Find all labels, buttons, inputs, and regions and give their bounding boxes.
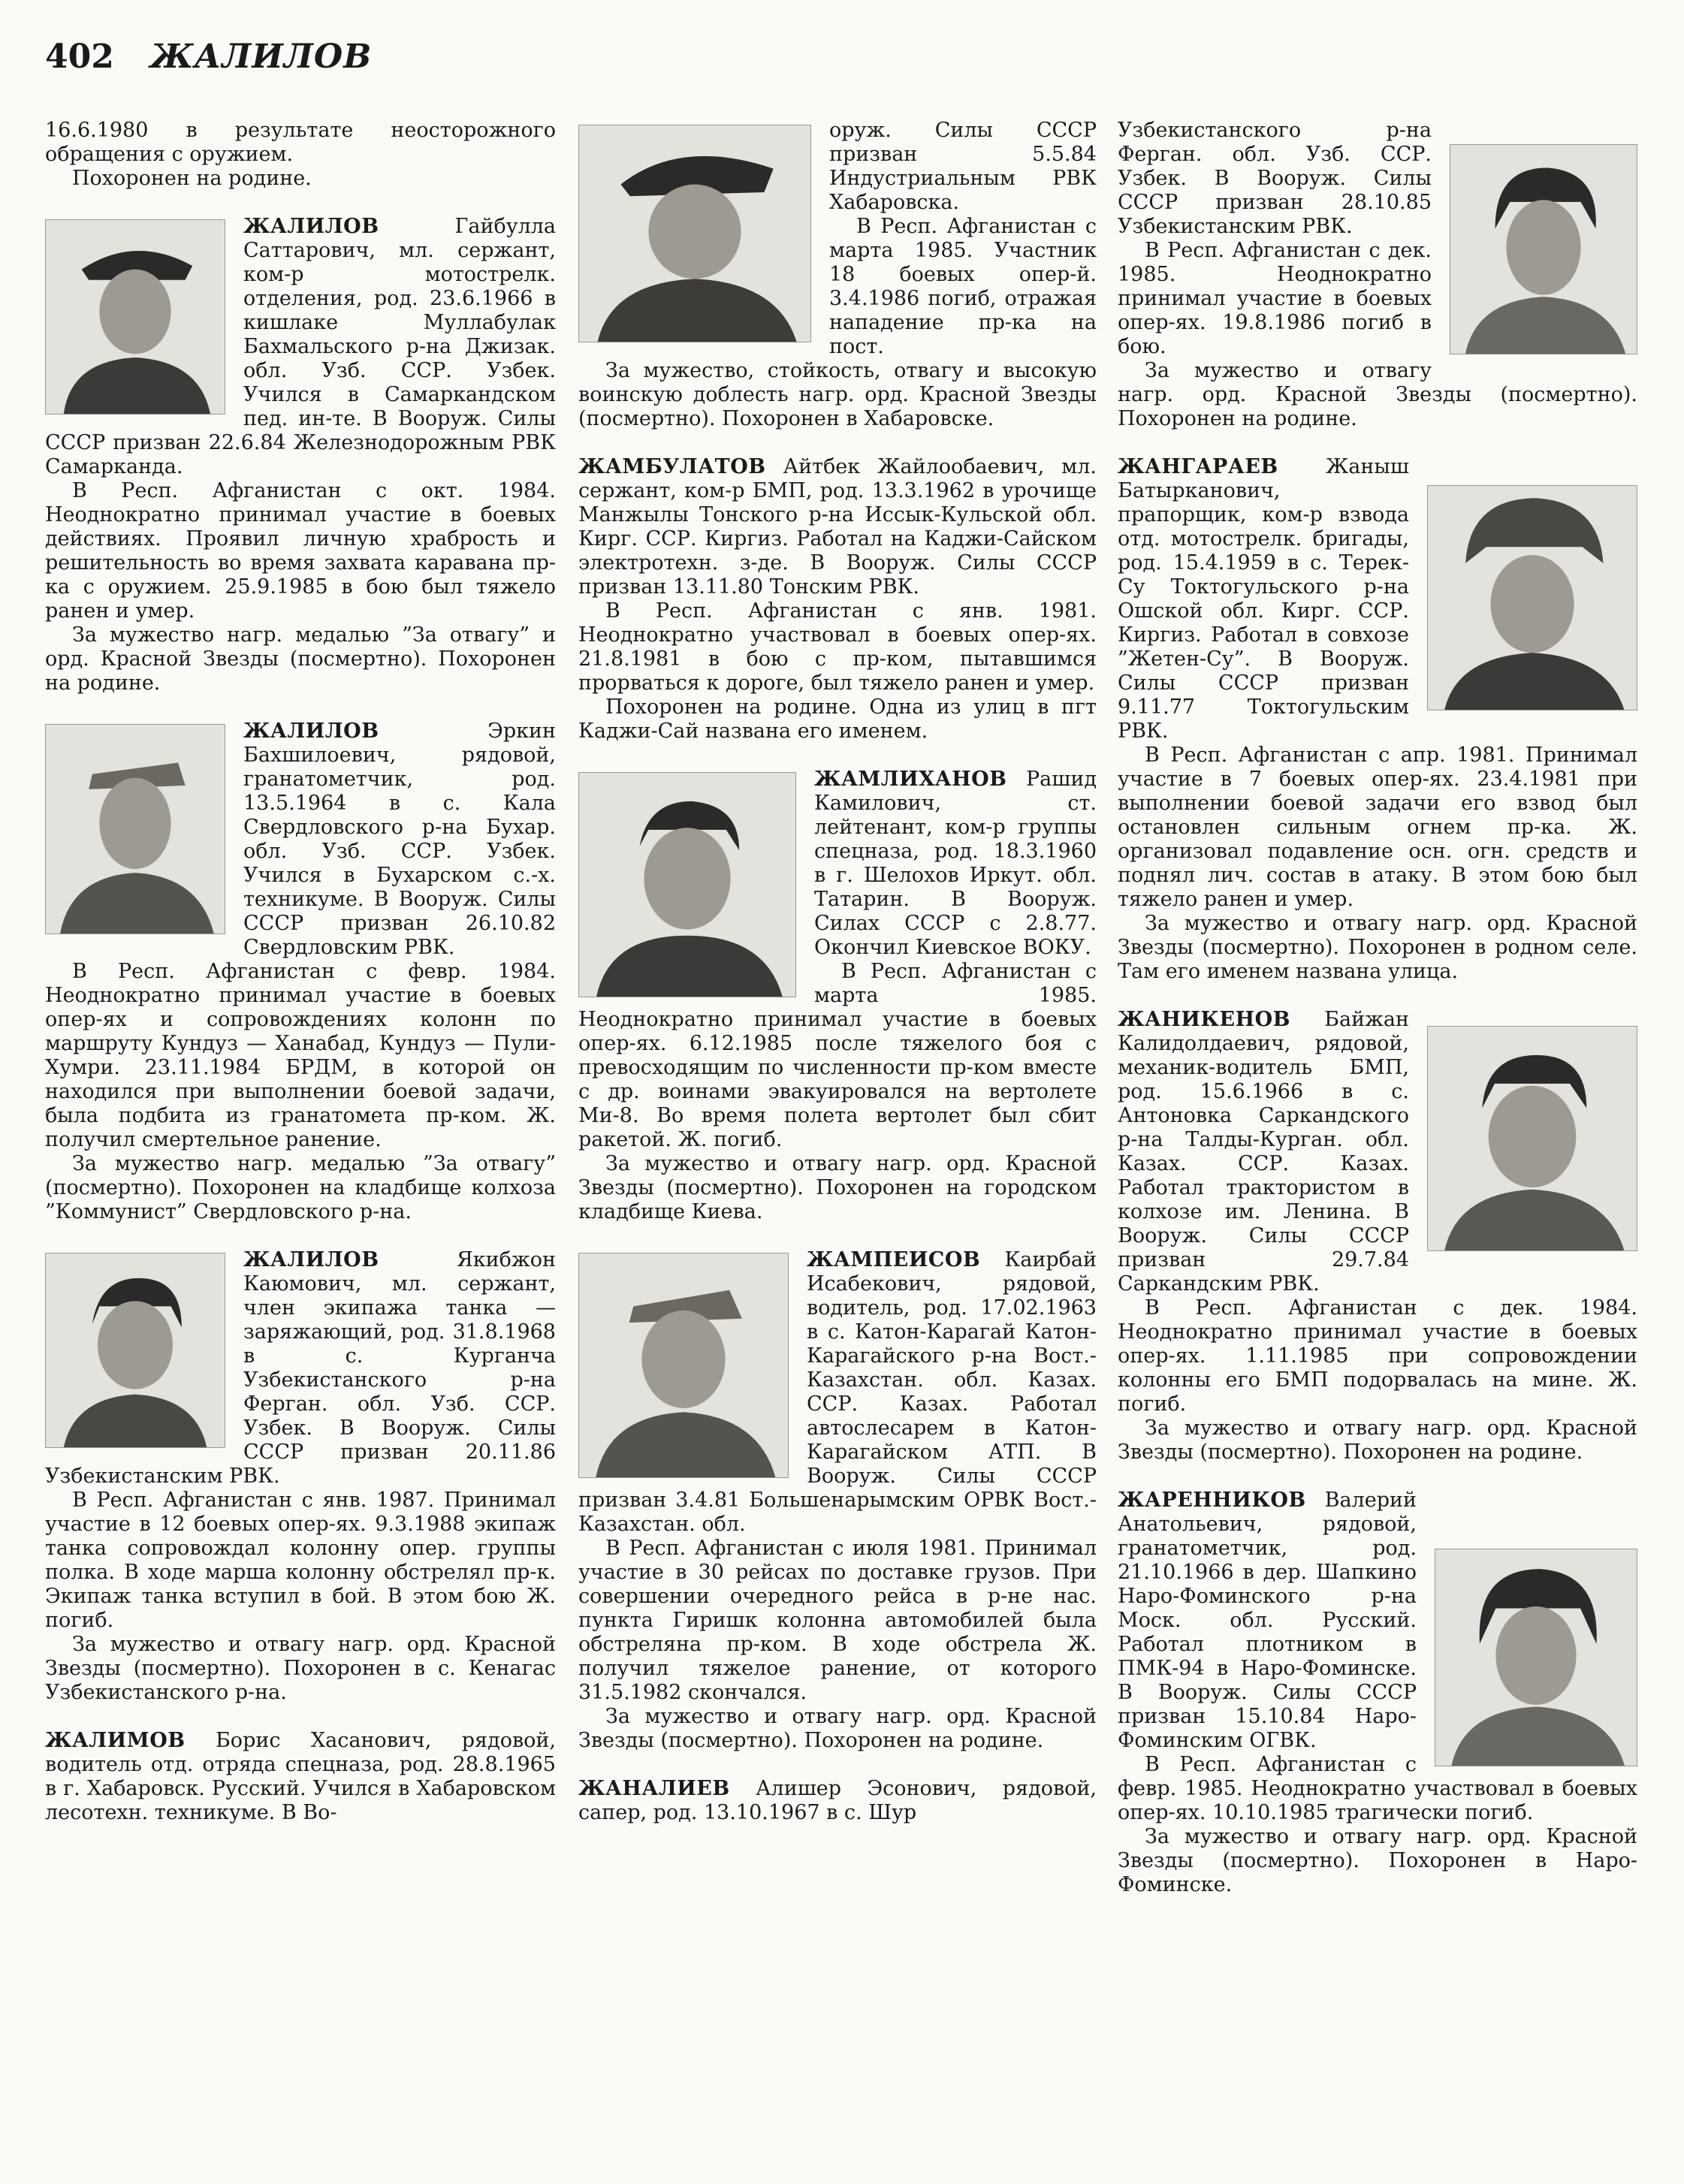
entry-text: За мужество и отвагу нагр. орд. Красной Звезды (посмертно). Похоронен на родине.: [1118, 359, 1637, 430]
entry-text: Борис Хасанович, рядовой, водитель отд. отряда спецназа, род. 28.8.1965 в г. Хабаровск. Русский. Учился в Хабаровском лесотехн. техникуме. В Во-: [45, 1729, 556, 1824]
entry-text: За мужество, стойкость, отвагу и высокую воинскую доблесть нагр. орд. Красной Звезды (посмертно). Похоронен в Хабаровске.: [578, 359, 1097, 430]
entry-zhampeisov-kairbay: [578, 1248, 1097, 1753]
entry-surname: ЖАНГАРАЕВ: [1118, 455, 1278, 478]
entry-zhalilov-gaybulla: [45, 215, 556, 695]
entry-text: Каирбай Исабекович, рядовой, водитель, род. 17.02.1963 в с. Катон-Карагай Катон-Карагайского р-на Вост.-Казахстан. обл. Казах. ССР. Казах. Работал автослесарем в Катон-Карагайском АТП. В Вооруж. Силы СССР призван 3.4.81 Большенарымским ОРВК Вост.-Казахстан. обл.: [578, 1248, 1097, 1536]
entry-continuation: [1118, 119, 1637, 431]
entry-surname: ЖАНАЛИЕВ: [578, 1777, 730, 1800]
page-number: 402: [45, 38, 114, 76]
entry-text: За мужество и отвагу нагр. орд. Красной Звезды (посмертно). Похоронен на родине.: [1118, 1416, 1637, 1464]
entry-surname: ЖАМЛИХАНОВ: [814, 768, 1007, 791]
entry-zhalilov-yakibzhon: [45, 1248, 556, 1705]
entry-text: За мужество и отвагу нагр. орд. Красной Звезды (посмертно). Похоронен на родине.: [578, 1705, 1097, 1752]
portrait-icon: [579, 125, 810, 342]
entry-text: За мужество и отвагу нагр. орд. Красной Звезды (посмертно). Похоронен в с. Кенагас Узбекистанского р-на.: [45, 1633, 556, 1704]
portrait-photo: [45, 1253, 225, 1448]
entry-text: Жаныш Батырканович, прапорщик, ком-р взвода отд. мотострелк. бригады, род. 15.4.1959 в с. Терек-Су Токтогульского р-на Ошской обл. Кирг. ССР. Киргиз. Работал в совхозе ”Жетен-Су”. В Вооруж. Силы СССР призван 9.11.77 Токтогульским РВК.: [1118, 455, 1409, 743]
entry-text: В Респ. Афганистан с дек. 1985. Неоднократно принимал участие в боевых опер-ях. 19.8.1986 погиб в бою.: [1118, 239, 1432, 358]
entry-surname: ЖАЛИМОВ: [45, 1729, 186, 1752]
column-3: [1118, 119, 1637, 1921]
running-head: ЖАЛИЛОВ: [149, 38, 373, 76]
entry-text: В Респ. Афганистан с окт. 1984. Неоднократно принимал участие в боевых действиях. Проявил личную храбрость и решительность во время захвата каравана пр-ка с оружием. 25.9.1985 в бою был тяжело ранен и умер.: [45, 479, 556, 623]
entry-text: В Респ. Афганистан с февр. 1984. Неоднократно принимал участие в боевых опер-ях и сопровождениях колонн по маршруту Кундуз — Ханабад, Кундуз — Пули-Хумри. 23.11.1984 БРДМ, в которой он находился при выполнении боевой задачи, была подбита из гранатомета пр-ком. Ж. получил смертельное ранение.: [45, 960, 556, 1151]
entry-text: В Респ. Афганистан с марта 1985. Неоднократно принимал участие в боевых опер-ях. 6.12.1985 после тяжелого боя с превосходящим по численности пр-ком вместе с др. воинами эвакуировался на вертолете Ми-8. Во время полета вертолет был сбит ракетой. Ж. погиб.: [578, 960, 1097, 1151]
portrait-icon: [579, 1253, 788, 1477]
entry-zhangaraev-zhanysh: [1118, 455, 1637, 984]
entry-zhambulatov-aytbek: [578, 455, 1097, 744]
entry-text: За мужество и отвагу нагр. орд. Красной Звезды (посмертно). Похоронен на городском кладбище Киева.: [578, 1152, 1097, 1223]
portrait-photo: [45, 219, 225, 415]
entry-text: В Респ. Афганистан с марта 1985. Участник 18 боевых опер-й. 3.4.1986 погиб, отражая нападение пр-ка на пост.: [829, 215, 1097, 358]
entry-zhalimov-boris: [45, 1729, 556, 1825]
entry-surname: ЖАЛИЛОВ: [243, 1248, 379, 1271]
portrait-icon: [1435, 1549, 1637, 1766]
column-1: [45, 119, 556, 1849]
entry-zhalilov-erkin: [45, 719, 556, 1224]
portrait-photo: [1435, 1549, 1637, 1766]
portrait-photo: [1450, 144, 1637, 354]
entry-text: Похоронен на родине.: [72, 167, 312, 190]
entry-surname: ЖАМБУЛАТОВ: [578, 455, 766, 478]
entry-text: Алишер Эсонович, рядовой, сапер, род. 13.10.1967 в с. Шур: [578, 1777, 1097, 1824]
entry-text: В Респ. Афганистан с янв. 1987. Принимал участие в 12 боевых опер-ях. 9.3.1988 экипаж танка сопровождал колонну опер. группы полка. В ходе марша колонну обстрелял пр-к. Экипаж танка вступил в бой. В этом бою Ж. погиб.: [45, 1489, 556, 1632]
portrait-icon: [46, 725, 225, 934]
entry-text: Похоронен на родине. Одна из улиц в пгт Каджи-Сай названа его именем.: [578, 695, 1097, 743]
entry-text: В Респ. Афганистан с февр. 1985. Неоднократно участвовал в боевых опер-ях. 10.10.1985 трагически погиб.: [1118, 1753, 1637, 1824]
entry-text: За мужество нагр. медалью ”За отвагу” (посмертно). Похоронен на кладбище колхоза ”Коммунист” Свердловского р-на.: [45, 1152, 556, 1223]
entry-surname: ЖАНИКЕНОВ: [1118, 1008, 1290, 1031]
entry-text: 16.6.1980 в результате неосторожного обращения с оружием.: [45, 119, 556, 166]
entry-continuation: [578, 119, 1097, 431]
portrait-icon: [1428, 486, 1637, 710]
entry-text: За мужество и отвагу нагр. орд. Красной Звезды (посмертно). Похоронен в родном селе. Там его именем названа улица.: [1118, 912, 1637, 983]
entry-zhamlikhanov-rashid: [578, 768, 1097, 1224]
entry-text: Байжан Калидолдаевич, рядовой, механик-водитель БМП, род. 15.6.1966 в с. Антоновка Саркандского р-на Талды-Курган. обл. Казах. ССР. Казах. Работал трактористом в колхозе им. Ленина. В Вооруж. Силы СССР призван 29.7.84 Саркандским РВК.: [1118, 1008, 1409, 1296]
page-header: [45, 38, 372, 90]
portrait-photo: [578, 1253, 789, 1478]
portrait-photo: [578, 772, 796, 997]
entry-surname: ЖАЛИЛОВ: [243, 215, 379, 238]
entry-text: За мужество и отвагу нагр. орд. Красной Звезды (посмертно). Похоронен в Наро-Фоминске.: [1118, 1825, 1637, 1896]
entry-zhanaliev-alisher: [578, 1777, 1097, 1825]
portrait-icon: [1450, 145, 1637, 354]
entry-text: Якибжон Каюмович, мл. сержант, член экипажа танка — заряжающий, род. 31.8.1968 в с. Курганча Узбекистанского р-на Ферган. обл. Узб. ССР. Узбек. В Вооруж. Силы СССР призван 20.11.86 Узбекистанским РВК.: [45, 1248, 556, 1488]
entry-text: В Респ. Афганистан с июля 1981. Принимал участие в 30 рейсах по доставке грузов. При совершении очередного рейса в р-не нас. пункта Гиришк колонна автомобилей была обстреляна пр-ком. В ходе обстрела Ж. получил тяжелое ранение, от которого 31.5.1982 скончался.: [578, 1537, 1097, 1704]
portrait-icon: [1428, 1027, 1637, 1250]
entry-text: За мужество нагр. медалью ”За отвагу” и орд. Красной Звезды (посмертно). Похоронен на родине.: [45, 623, 556, 695]
entry-text: Рашид Камилович, ст. лейтенант, ком-р группы спецназа, род. 18.3.1960 в г. Шелохов Иркут. обл. Татарин. В Вооруж. Силах СССР с 2.8.77. Окончил Киевское ВОКУ.: [814, 768, 1097, 959]
entry-text: Эркин Бахшилоевич, рядовой, гранатометчик, род. 13.5.1964 в с. Кала Свердловского р-на Бухар. обл. Узб. ССР. Узбек. Учился в Бухарском с.-х. техникуме. В Вооруж. Силы СССР призван 26.10.82 Свердловским РВК.: [243, 719, 556, 959]
portrait-icon: [579, 773, 795, 997]
entry-surname: ЖАЛИЛОВ: [243, 719, 379, 743]
entry-continuation: [45, 119, 556, 191]
entry-surname: ЖАРЕННИКОВ: [1118, 1489, 1306, 1512]
portrait-photo: [578, 125, 811, 342]
portrait-photo: [1427, 485, 1637, 710]
portrait-photo: [45, 724, 225, 934]
portrait-icon: [46, 1253, 225, 1447]
entry-text: В Респ. Афганистан с дек. 1984. Неоднократно принимал участие в боевых опер-ях. 1.11.1985 при сопровождении колонны его БМП подорвалась на мине. Ж. погиб.: [1118, 1296, 1637, 1416]
entry-text: В Респ. Афганистан с янв. 1981. Неоднократно участвовал в боевых опер-ях. 21.8.1981 в бою с пр-ком, пытавшимся прорваться к дороге, был тяжело ранен и умер.: [578, 599, 1097, 695]
portrait-photo: [1427, 1026, 1637, 1251]
entry-text: Узбекистанского р-на Ферган. обл. Узб. ССР. Узбек. В Вооруж. Силы СССР призван 28.10.85 Узбекистанским РВК.: [1118, 119, 1432, 238]
portrait-icon: [46, 220, 225, 414]
entry-surname: ЖАМПЕИСОВ: [807, 1248, 981, 1271]
entry-text: оруж. Силы СССР призван 5.5.84 Индустриальным РВК Хабаровска.: [829, 119, 1097, 214]
entry-text: В Респ. Афганистан с апр. 1981. Принимал участие в 7 боевых опер-ях. 23.4.1981 при выполнении боевой задачи его взвод был остановлен сильным огнем пр-ка. Ж. организовал подавление осн. огн. средств и поднял лич. состав в атаку. В этом бою был тяжело ранен и умер.: [1118, 744, 1637, 911]
entry-zharennikov-valeriy: [1118, 1489, 1637, 1897]
entry-text: Валерий Анатольевич, рядовой, гранатометчик, род. 21.10.1966 в дер. Шапкино Наро-Фоминского р-на Моск. обл. Русский. Работал плотником в ПМК-94 в Наро-Фоминске. В Вооруж. Силы СССР призван 15.10.84 Наро-Фоминским ОГВК.: [1118, 1489, 1417, 1752]
entry-text: Айтбек Жайлообаевич, мл. сержант, ком-р БМП, род. 13.3.1962 в урочище Манжылы Тонского р-на Иссык-Кульской обл. Кирг. ССР. Киргиз. Работал на Каджи-Сайском электротехн. з-де. В Вооруж. Силы СССР призван 13.11.80 Тонским РВК.: [578, 455, 1097, 599]
column-2: [578, 119, 1097, 1849]
entry-zhanikenov-bayzhan: [1118, 1008, 1637, 1465]
entry-text: Гайбулла Саттарович, мл. сержант, ком-р мотострелк. отделения, род. 23.6.1966 в кишлаке Муллабулак Бахмальского р-на Джизак. обл. Узб. ССР. Узбек. Учился в Самаркандском пед. ин-те. В Вооруж. Силы СССР призван 22.6.84 Железнодорожным РВК Самарканда.: [45, 215, 556, 478]
